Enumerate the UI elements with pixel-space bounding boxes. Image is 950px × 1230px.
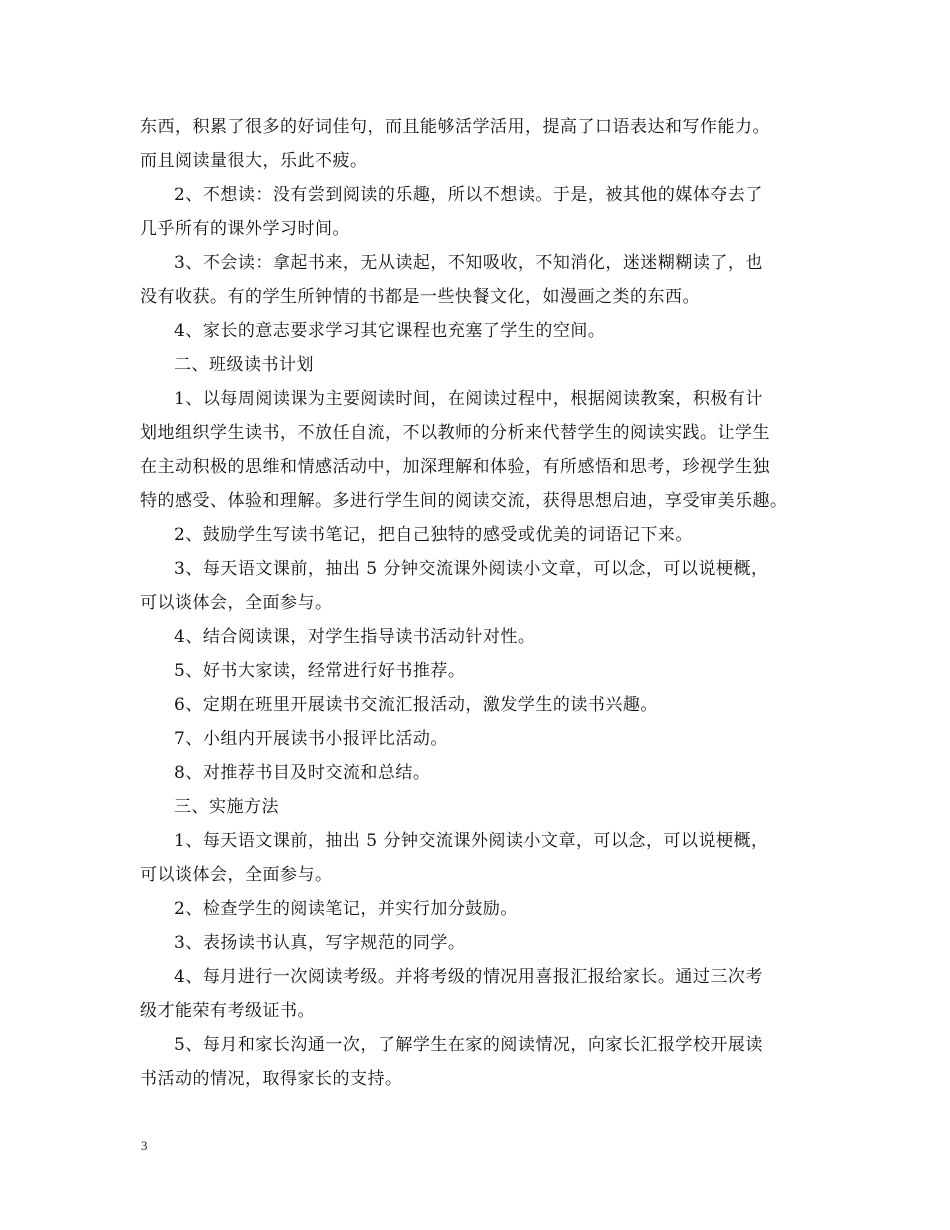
text-line: 二、班级读书计划 [174, 355, 314, 375]
text-line: 6、定期在班里开展读书交流汇报活动，激发学生的读书兴趣。 [174, 695, 658, 715]
text-line: 几乎所有的课外学习时间。 [140, 219, 350, 239]
text-line: 2、不想读：没有尝到阅读的乐趣，所以不想读。于是，被其他的媒体夺去了 [174, 185, 763, 205]
text-line: 4、每月进行一次阅读考级。并将考级的情况用喜报汇报给家长。通过三次考 [174, 967, 763, 987]
text-line: 东西，积累了很多的好词佳句，而且能够活学活用，提高了口语表达和写作能力。 [140, 117, 770, 137]
text-line: 3、不会读：拿起书来，无从读起，不知吸收，不知消化，迷迷糊糊读了，也 [174, 253, 763, 273]
text-line: 3、每天语文课前，抽出 5 分钟交流课外阅读小文章，可以念，可以说梗概， [174, 559, 769, 579]
text-line: 特的感受、体验和理解。多进行学生间的阅读交流，获得思想启迪，享受审美乐趣。 [140, 491, 788, 511]
text-line: 3、表扬读书认真，写字规范的同学。 [174, 933, 466, 953]
text-line: 书活动的情况，取得家长的支持。 [140, 1069, 403, 1089]
page-number: 3 [141, 1138, 148, 1153]
text-line: 级才能荣有考级证书。 [140, 1001, 315, 1021]
text-line: 4、家长的意志要求学习其它课程也充塞了学生的空间。 [174, 321, 606, 341]
text-line: 可以谈体会，全面参与。 [140, 593, 333, 613]
document-body [140, 116, 830, 1102]
text-line: 5、每月和家长沟通一次，了解学生在家的阅读情况，向家长汇报学校开展读 [174, 1035, 763, 1055]
text-line: 在主动积极的思维和情感活动中，加深理解和体验，有所感悟和思考，珍视学生独 [140, 457, 770, 477]
text-line: 而且阅读量很大，乐此不疲。 [140, 151, 368, 171]
text-line: 1、以每周阅读课为主要阅读时间，在阅读过程中，根据阅读教案，积极有计 [174, 389, 763, 409]
text-line: 8、对推荐书目及时交流和总结。 [174, 763, 431, 783]
text-line: 没有收获。有的学生所钟情的书都是一些快餐文化，如漫画之类的东西。 [140, 287, 700, 307]
text-line: 可以谈体会，全面参与。 [140, 865, 333, 885]
text-line: 划地组织学生读书，不放任自流，不以教师的分析来代替学生的阅读实践。让学生 [140, 423, 770, 443]
text-line: 2、检查学生的阅读笔记，并实行加分鼓励。 [174, 899, 518, 919]
text-line: 1、每天语文课前，抽出 5 分钟交流课外阅读小文章，可以念，可以说梗概， [174, 831, 769, 851]
text-line: 三、实施方法 [174, 797, 279, 817]
text-line: 2、鼓励学生写读书笔记，把自己独特的感受或优美的词语记下来。 [174, 525, 693, 545]
text-line: 7、小组内开展读书小报评比活动。 [174, 729, 448, 749]
text-line: 4、结合阅读课，对学生指导读书活动针对性。 [174, 627, 536, 647]
text-line: 5、好书大家读，经常进行好书推荐。 [174, 661, 466, 681]
